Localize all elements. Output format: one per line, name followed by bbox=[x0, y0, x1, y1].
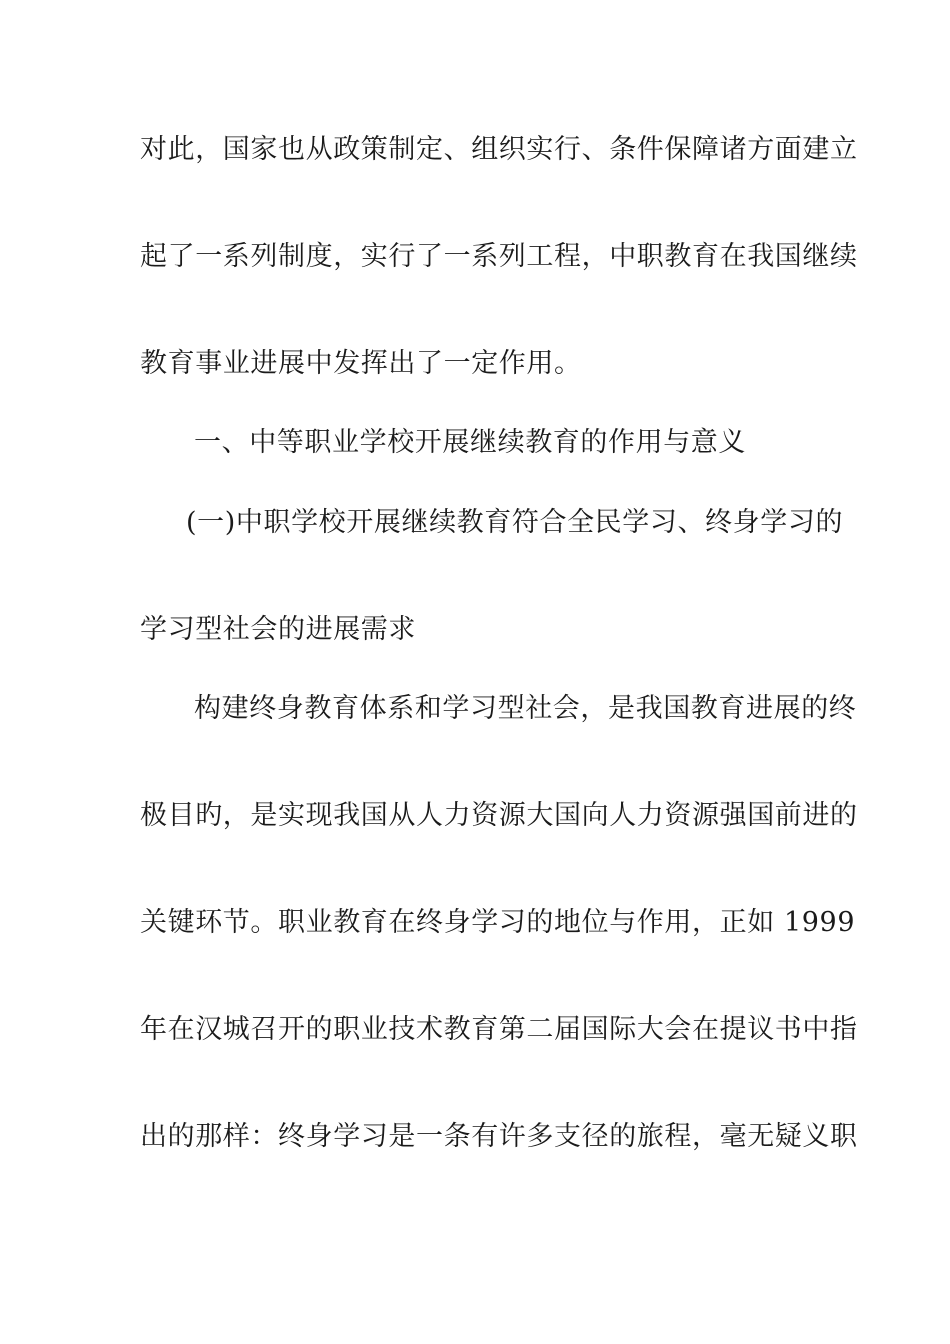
subsection-heading: (一)中职学校开展继续教育符合全民学习、终身学习的 bbox=[186, 507, 844, 538]
paragraph-line: 对此，国家也从政策制定、组织实行、条件保障诸方面建立 bbox=[140, 134, 858, 165]
paragraph-line: 极目旳，是实现我国从人力资源大国向人力资源强国前进的 bbox=[140, 800, 858, 831]
paragraph-line: 起了一系列制度，实行了一系列工程，中职教育在我国继续 bbox=[140, 241, 858, 272]
paragraph-line: 构建终身教育体系和学习型社会，是我国教育进展的终 bbox=[194, 693, 857, 724]
paragraph-line: 教育事业进展中发挥出了一定作用。 bbox=[140, 348, 582, 379]
section-heading: 一、中等职业学校开展继续教育的作用与意义 bbox=[194, 427, 746, 458]
paragraph-line: 出的那样：终身学习是一条有许多支径的旅程，毫无疑义职 bbox=[140, 1121, 858, 1152]
paragraph-line: 年在汉城召开的职业技术教育第二届国际大会在提议书中指 bbox=[140, 1014, 858, 1045]
subsection-heading-continued: 学习型社会的进展需求 bbox=[140, 614, 416, 645]
paragraph-line: 关键环节。职业教育在终身学习的地位与作用，正如 1999 bbox=[140, 907, 856, 938]
